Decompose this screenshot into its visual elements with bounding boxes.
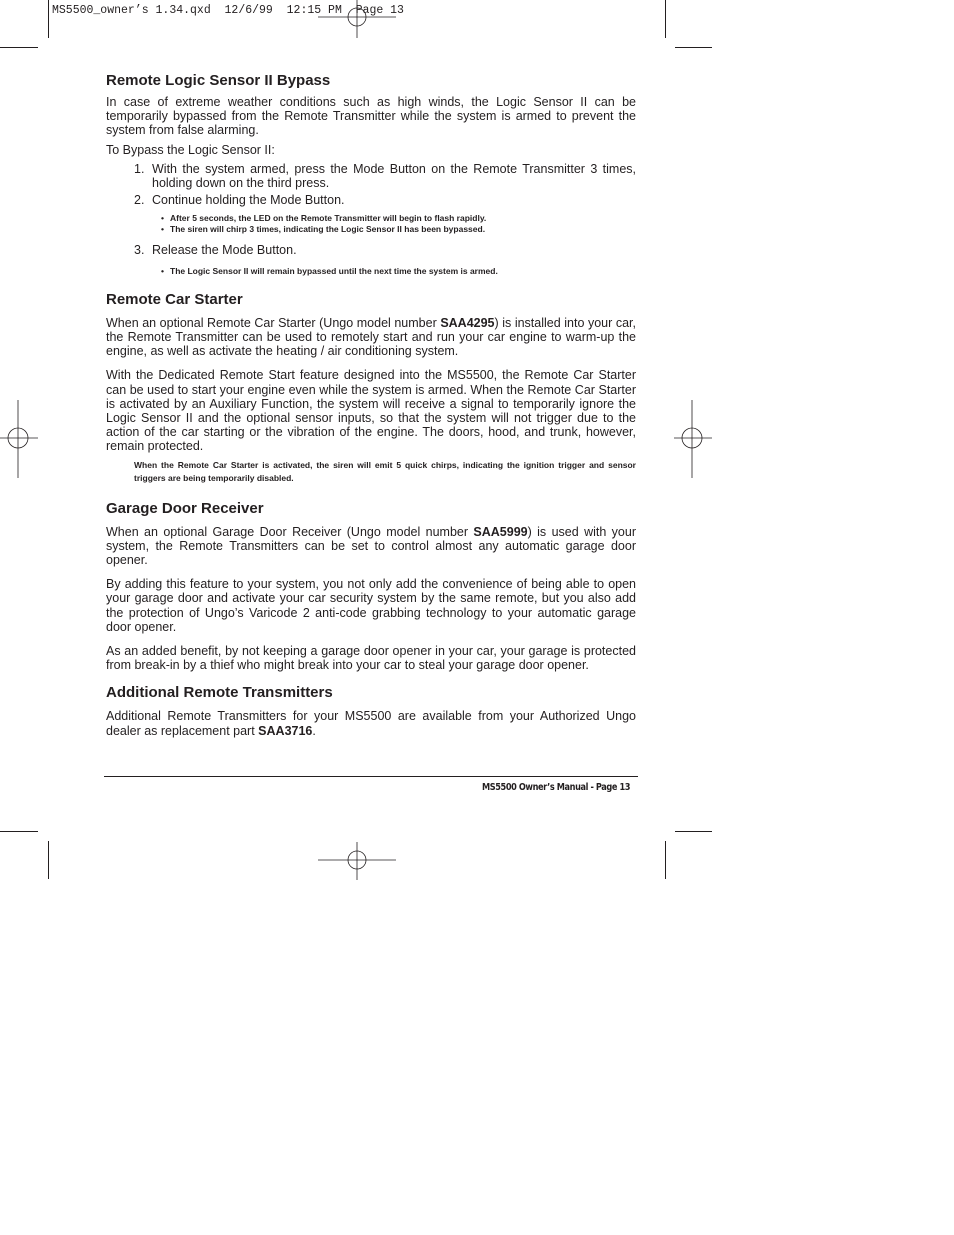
registration-mark-top (318, 0, 396, 40)
starter-paragraph-1: When an optional Remote Car Starter (Ungo model number SAA4295) is installed into your car, the Remote Transmitter can be used to remotely start and run your car engine to warm-up the engine, as well as activate the heating / air conditioning system. (106, 315, 636, 359)
page-content (106, 72, 636, 738)
bypass-intro: In case of extreme weather conditions such as high winds, the Logic Sensor II can be temporarily bypassed from the Remote Transmitter while the system is armed to prevent the system from false alarming. (106, 95, 636, 138)
registration-mark-bottom (318, 840, 396, 880)
crop-mark (665, 841, 666, 879)
crop-mark (0, 47, 38, 48)
section-title-garage: Garage Door Receiver (106, 499, 264, 517)
model-number: SAA4295 (440, 315, 495, 330)
section-title-additional: Additional Remote Transmitters (106, 684, 333, 702)
bypass-step-1 (106, 162, 636, 191)
starter-paragraph-2: With the Dedicated Remote Start feature designed into the MS5500, the Remote Car Starter can be used to start your engine even while the system is armed. When the Remote Car Starter is activated by an Auxiliary Function, the system will receive a signal to temporarily ignore the Logic Sensor II and the optional sensor inputs, so that the system will not trigger due to the action of the car starting or the vibration of the engine. The doors, hood, and trunk, however, remain protected. (106, 368, 636, 454)
step-3-bullets (106, 266, 636, 277)
model-number: SAA5999 (473, 524, 528, 539)
crop-mark (48, 841, 49, 879)
section-title-bypass: Remote Logic Sensor II Bypass (106, 72, 331, 89)
bypass-steps (106, 162, 636, 208)
bypass-step-3 (106, 243, 636, 258)
section-title-starter: Remote Car Starter (106, 290, 243, 308)
bullet-item: • After 5 seconds, the LED on the Remote Transmitter will begin to flash rapidly. (161, 213, 487, 224)
registration-mark-right (672, 400, 712, 478)
step-text: With the system armed, press the Mode Button on the Remote Transmitter 3 times, holding down on the third press. (152, 161, 636, 191)
step-number: 2. (134, 192, 145, 207)
registration-mark-left (0, 400, 40, 478)
bypass-step-2 (106, 193, 636, 208)
crop-mark (0, 831, 38, 832)
file-slug: MS5500_owner’s 1.34.qxd 12/6/99 12:15 PM Page 13 (52, 4, 404, 17)
bypass-lead: To Bypass the Logic Sensor II: (106, 142, 275, 157)
footer-rule (104, 776, 638, 777)
bullet-item: • The siren will chirp 3 times, indicating the Logic Sensor II has been bypassed. (161, 224, 486, 235)
crop-mark (675, 47, 712, 48)
additional-paragraph: Additional Remote Transmitters for your MS5500 are available from your Authorized Ungo dealer as replacement part SAA3716. (106, 709, 636, 738)
step-text: Continue holding the Mode Button. (152, 192, 345, 207)
crop-mark (665, 0, 666, 38)
step-text: Release the Mode Button. (152, 243, 297, 258)
step-2-bullets (106, 213, 636, 235)
garage-paragraph-1: When an optional Garage Door Receiver (Ungo model number SAA5999) is used with your system, the Remote Transmitters can be set to control almost any automatic garage door opener. (106, 524, 636, 568)
bypass-steps-cont (106, 243, 636, 258)
garage-paragraph-3: As an added benefit, by not keeping a garage door opener in your car, your garage is protected from break-in by a thief who might break into your car to steal your garage door opener. (106, 644, 636, 673)
model-number: SAA3716 (258, 723, 313, 738)
garage-paragraph-2: By adding this feature to your system, you not only add the convenience of being able to open your garage door and activate your car security system by the same remote, but you also add the protection of Ungo’s Varicode 2 anti-code grabbing technology to your automatic garage door opener. (106, 577, 636, 634)
bullet-item: • The Logic Sensor II will remain bypassed until the next time the system is armed. (161, 265, 498, 276)
step-number: 3. (134, 243, 145, 258)
starter-note: When the Remote Car Starter is activated, the siren will emit 5 quick chirps, indicating the ignition trigger and sensor triggers are being temporarily disabled. (134, 459, 636, 484)
step-number: 1. (134, 161, 145, 176)
crop-mark (675, 831, 712, 832)
crop-mark (48, 0, 49, 38)
page-footer: MS5500 Owner’s Manual - Page 13 (482, 782, 631, 793)
